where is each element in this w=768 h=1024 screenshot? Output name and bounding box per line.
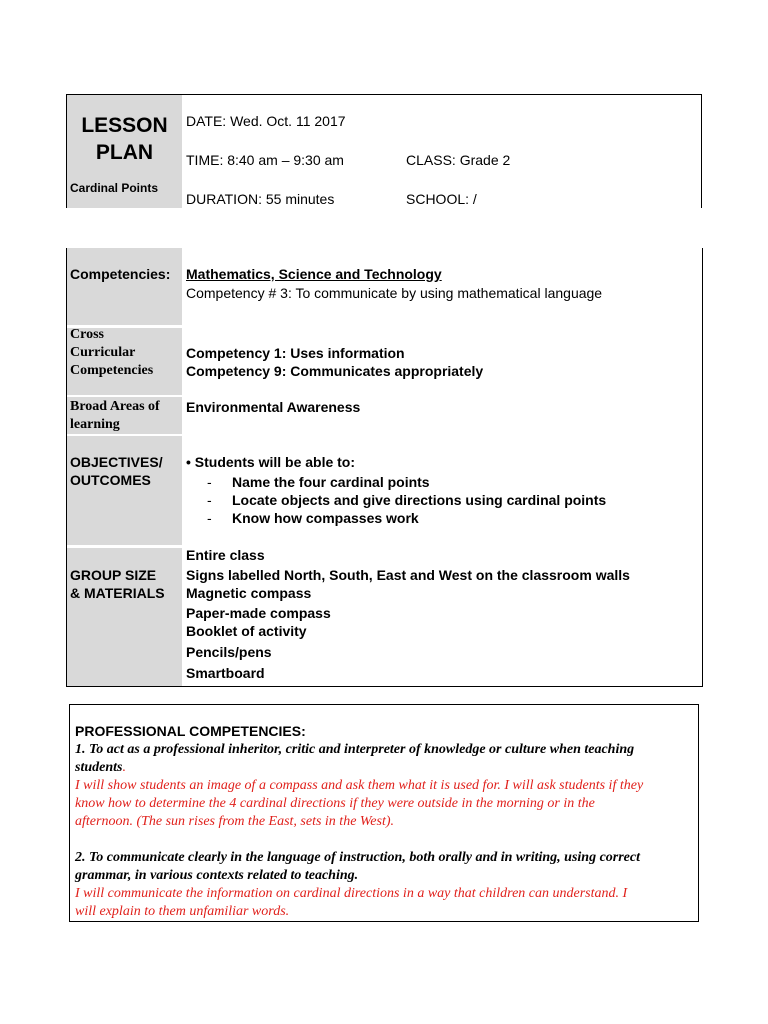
competency-1-heading-cont	[75, 759, 695, 777]
objective-item	[207, 491, 606, 509]
objective-text: Name the four cardinal points	[232, 474, 430, 490]
group-label-line1: GROUP SIZE	[70, 567, 157, 583]
lesson-title-line1: LESSON	[81, 114, 168, 137]
lesson-details-table	[66, 248, 703, 687]
competency-2-heading: 2. To communicate clearly in the language of instruction, both orally and in writing, using correct	[75, 850, 640, 865]
cross-label-line1: Cross	[70, 327, 104, 342]
objective-dash: -	[207, 510, 212, 526]
objectives-label-line1: OBJECTIVES/	[70, 454, 163, 470]
lesson-date: DATE: Wed. Oct. 11 2017	[186, 113, 346, 129]
objective-dash: -	[207, 492, 212, 508]
competency-2-plan-line2: will explain to them unfamiliar words.	[75, 904, 290, 919]
objectives-label-line2: OUTCOMES	[70, 472, 151, 488]
professional-competencies-box	[69, 704, 699, 922]
material-item: Booklet of activity	[186, 623, 307, 639]
cross-label-line2: Curricular	[70, 345, 136, 360]
cross-value-2: Competency 9: Communicates appropriately	[186, 363, 484, 379]
lesson-time: TIME: 8:40 am – 9:30 am	[186, 152, 344, 168]
competency-1-plan-line1: I will show students an image of a compass and ask them what it is used for. I will ask students if they	[75, 778, 644, 793]
cross-label-line3: Competencies	[70, 363, 154, 378]
lesson-title-cell	[67, 95, 182, 208]
material-item: Smartboard	[186, 665, 265, 681]
objectives-intro: • Students will be able to:	[186, 454, 356, 470]
professional-competencies-title: PROFESSIONAL COMPETENCIES:	[75, 723, 306, 739]
objective-text: Locate objects and give directions using cardinal points	[232, 492, 607, 508]
competency-2-plan-line1: I will communicate the information on cardinal directions in a way that children can understand. I	[75, 886, 628, 901]
broad-value: Environmental Awareness	[186, 399, 361, 415]
broad-label-line2: learning	[70, 417, 120, 432]
competency-1-heading: 1. To act as a professional inheritor, critic and interpreter of knowledge or culture when teaching	[75, 742, 635, 757]
competency-1-heading-end: students	[75, 760, 123, 775]
objective-text: Know how compasses work	[232, 510, 419, 526]
material-item: Pencils/pens	[186, 644, 272, 660]
objective-dash: -	[207, 474, 212, 490]
competencies-detail: Competency # 3: To communicate by using mathematical language	[186, 285, 603, 301]
competencies-subject: Mathematics, Science and Technology	[186, 266, 442, 282]
competency-1-period: .	[122, 760, 126, 775]
competency-1-plan-line3: afternoon. (The sun rises from the East, sets in the West).	[75, 814, 395, 829]
lesson-header-table	[66, 94, 702, 208]
material-item: Paper-made compass	[186, 605, 331, 621]
cross-value-1: Competency 1: Uses information	[186, 345, 405, 361]
lesson-duration: DURATION: 55 minutes	[186, 191, 335, 207]
material-item: Signs labelled North, South, East and West on the classroom walls	[186, 567, 630, 583]
competency-1-plan-line2: know how to determine the 4 cardinal directions if they were outside in the morning or in the	[75, 796, 595, 811]
competency-2-heading-cont: grammar, in various contexts related to teaching.	[75, 868, 359, 883]
objective-item	[207, 473, 430, 491]
lesson-title-line2: PLAN	[95, 141, 154, 164]
broad-label-line1: Broad Areas of	[70, 399, 160, 414]
competencies-label: Competencies:	[70, 266, 171, 282]
lesson-school: SCHOOL: /	[406, 191, 477, 207]
lesson-class: CLASS: Grade 2	[406, 152, 511, 168]
objective-item	[207, 509, 419, 527]
material-item: Magnetic compass	[186, 585, 312, 601]
lesson-subtitle: Cardinal Points	[70, 181, 159, 195]
group-label-line2: & MATERIALS	[70, 585, 165, 601]
competencies-label-cell	[67, 248, 182, 325]
material-item: Entire class	[186, 547, 265, 563]
